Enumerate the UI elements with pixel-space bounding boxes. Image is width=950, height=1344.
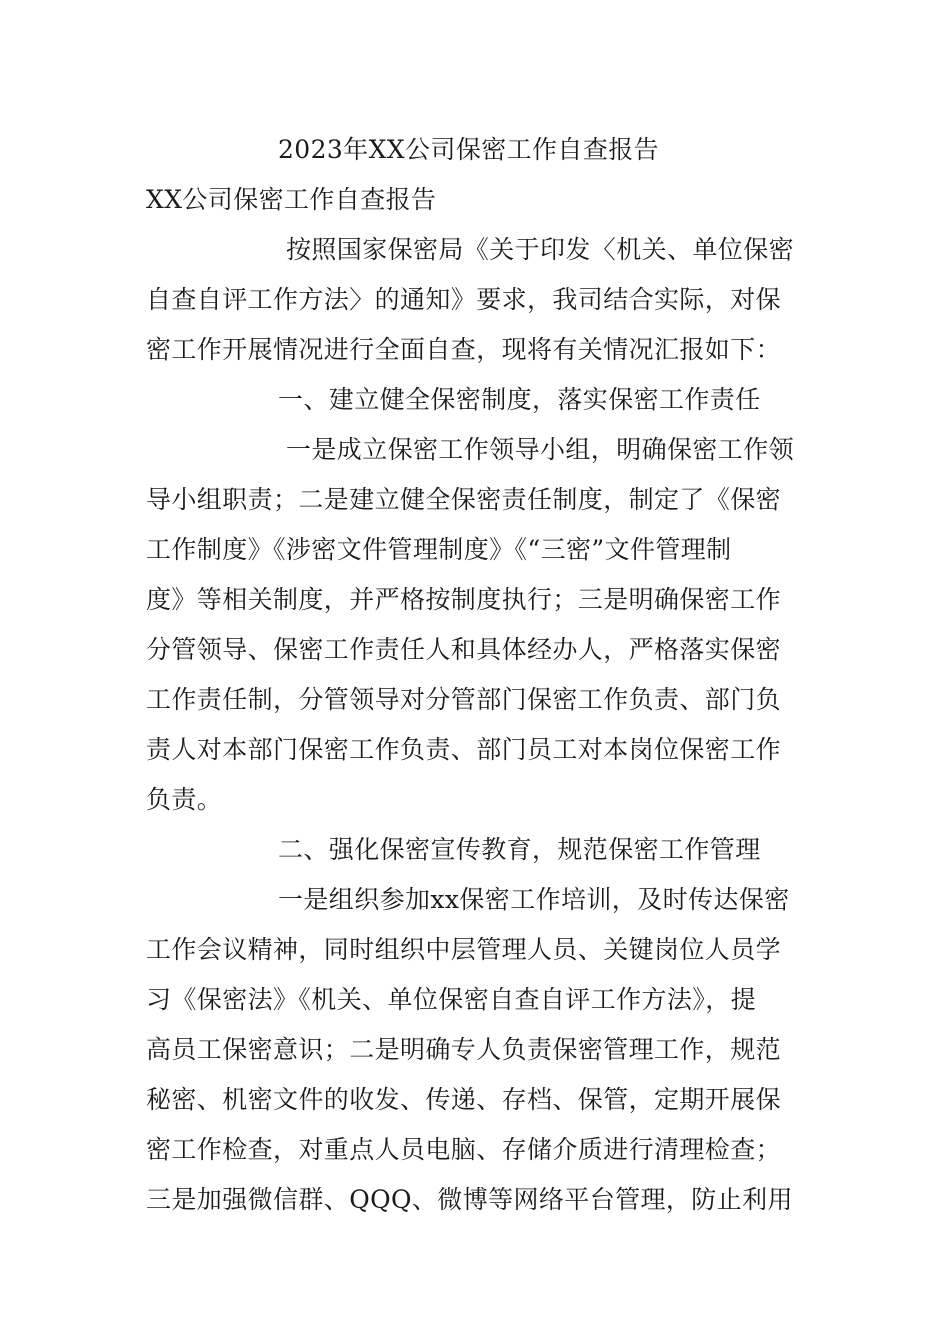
document-subtitle: XX公司保密工作自查报告 [146, 185, 437, 214]
paragraph-line: 习《保密法》《机关、单位保密自查自评工作方法》，提 [146, 985, 757, 1014]
document-title: 2023年XX公司保密工作自查报告 [278, 135, 660, 164]
paragraph-line: 分管领导、保密工作责任人和具体经办人，严格落实保密 [146, 635, 782, 664]
paragraph-line: 秘密、机密文件的收发、传递、存档、保管，定期开展保 [146, 1085, 782, 1114]
paragraph-line: 工作会议精神，同时组织中层管理人员、关键岗位人员学 [146, 935, 782, 964]
paragraph-line: 负责。 [146, 785, 223, 814]
section-heading-1: 一、建立健全保密制度，落实保密工作责任 [278, 385, 761, 414]
paragraph-line: 度》等相关制度，并严格按制度执行；三是明确保密工作 [146, 585, 782, 614]
paragraph-line: 一是组织参加xx保密工作培训，及时传达保密 [278, 885, 790, 914]
paragraph-line: 密工作检查，对重点人员电脑、存储介质进行清理检查； [146, 1135, 782, 1164]
paragraph-line: 自查自评工作方法〉的通知》要求，我司结合实际，对保 [146, 285, 782, 314]
section-heading-2: 二、强化保密宣传教育，规范保密工作管理 [278, 835, 761, 864]
paragraph-line: 一是成立保密工作领导小组，明确保密工作领 [286, 435, 795, 464]
paragraph-line: 工作责任制，分管领导对分管部门保密工作负责、部门负 [146, 685, 782, 714]
paragraph-line: 工作制度》《涉密文件管理制度》《“三密”文件管理制 [146, 535, 732, 564]
paragraph-line: 责人对本部门保密工作负责、部门员工对本岗位保密工作 [146, 735, 782, 764]
paragraph-line: 按照国家保密局《关于印发〈机关、单位保密 [286, 235, 795, 264]
paragraph-line: 密工作开展情况进行全面自查，现将有关情况汇报如下： [146, 335, 782, 364]
paragraph-line: 导小组职责；二是建立健全保密责任制度，制定了《保密 [146, 485, 782, 514]
paragraph-line: 高员工保密意识；二是明确专人负责保密管理工作，规范 [146, 1035, 782, 1064]
paragraph-line: 三是加强微信群、QQQ、微博等网络平台管理，防止利用 [146, 1185, 793, 1214]
